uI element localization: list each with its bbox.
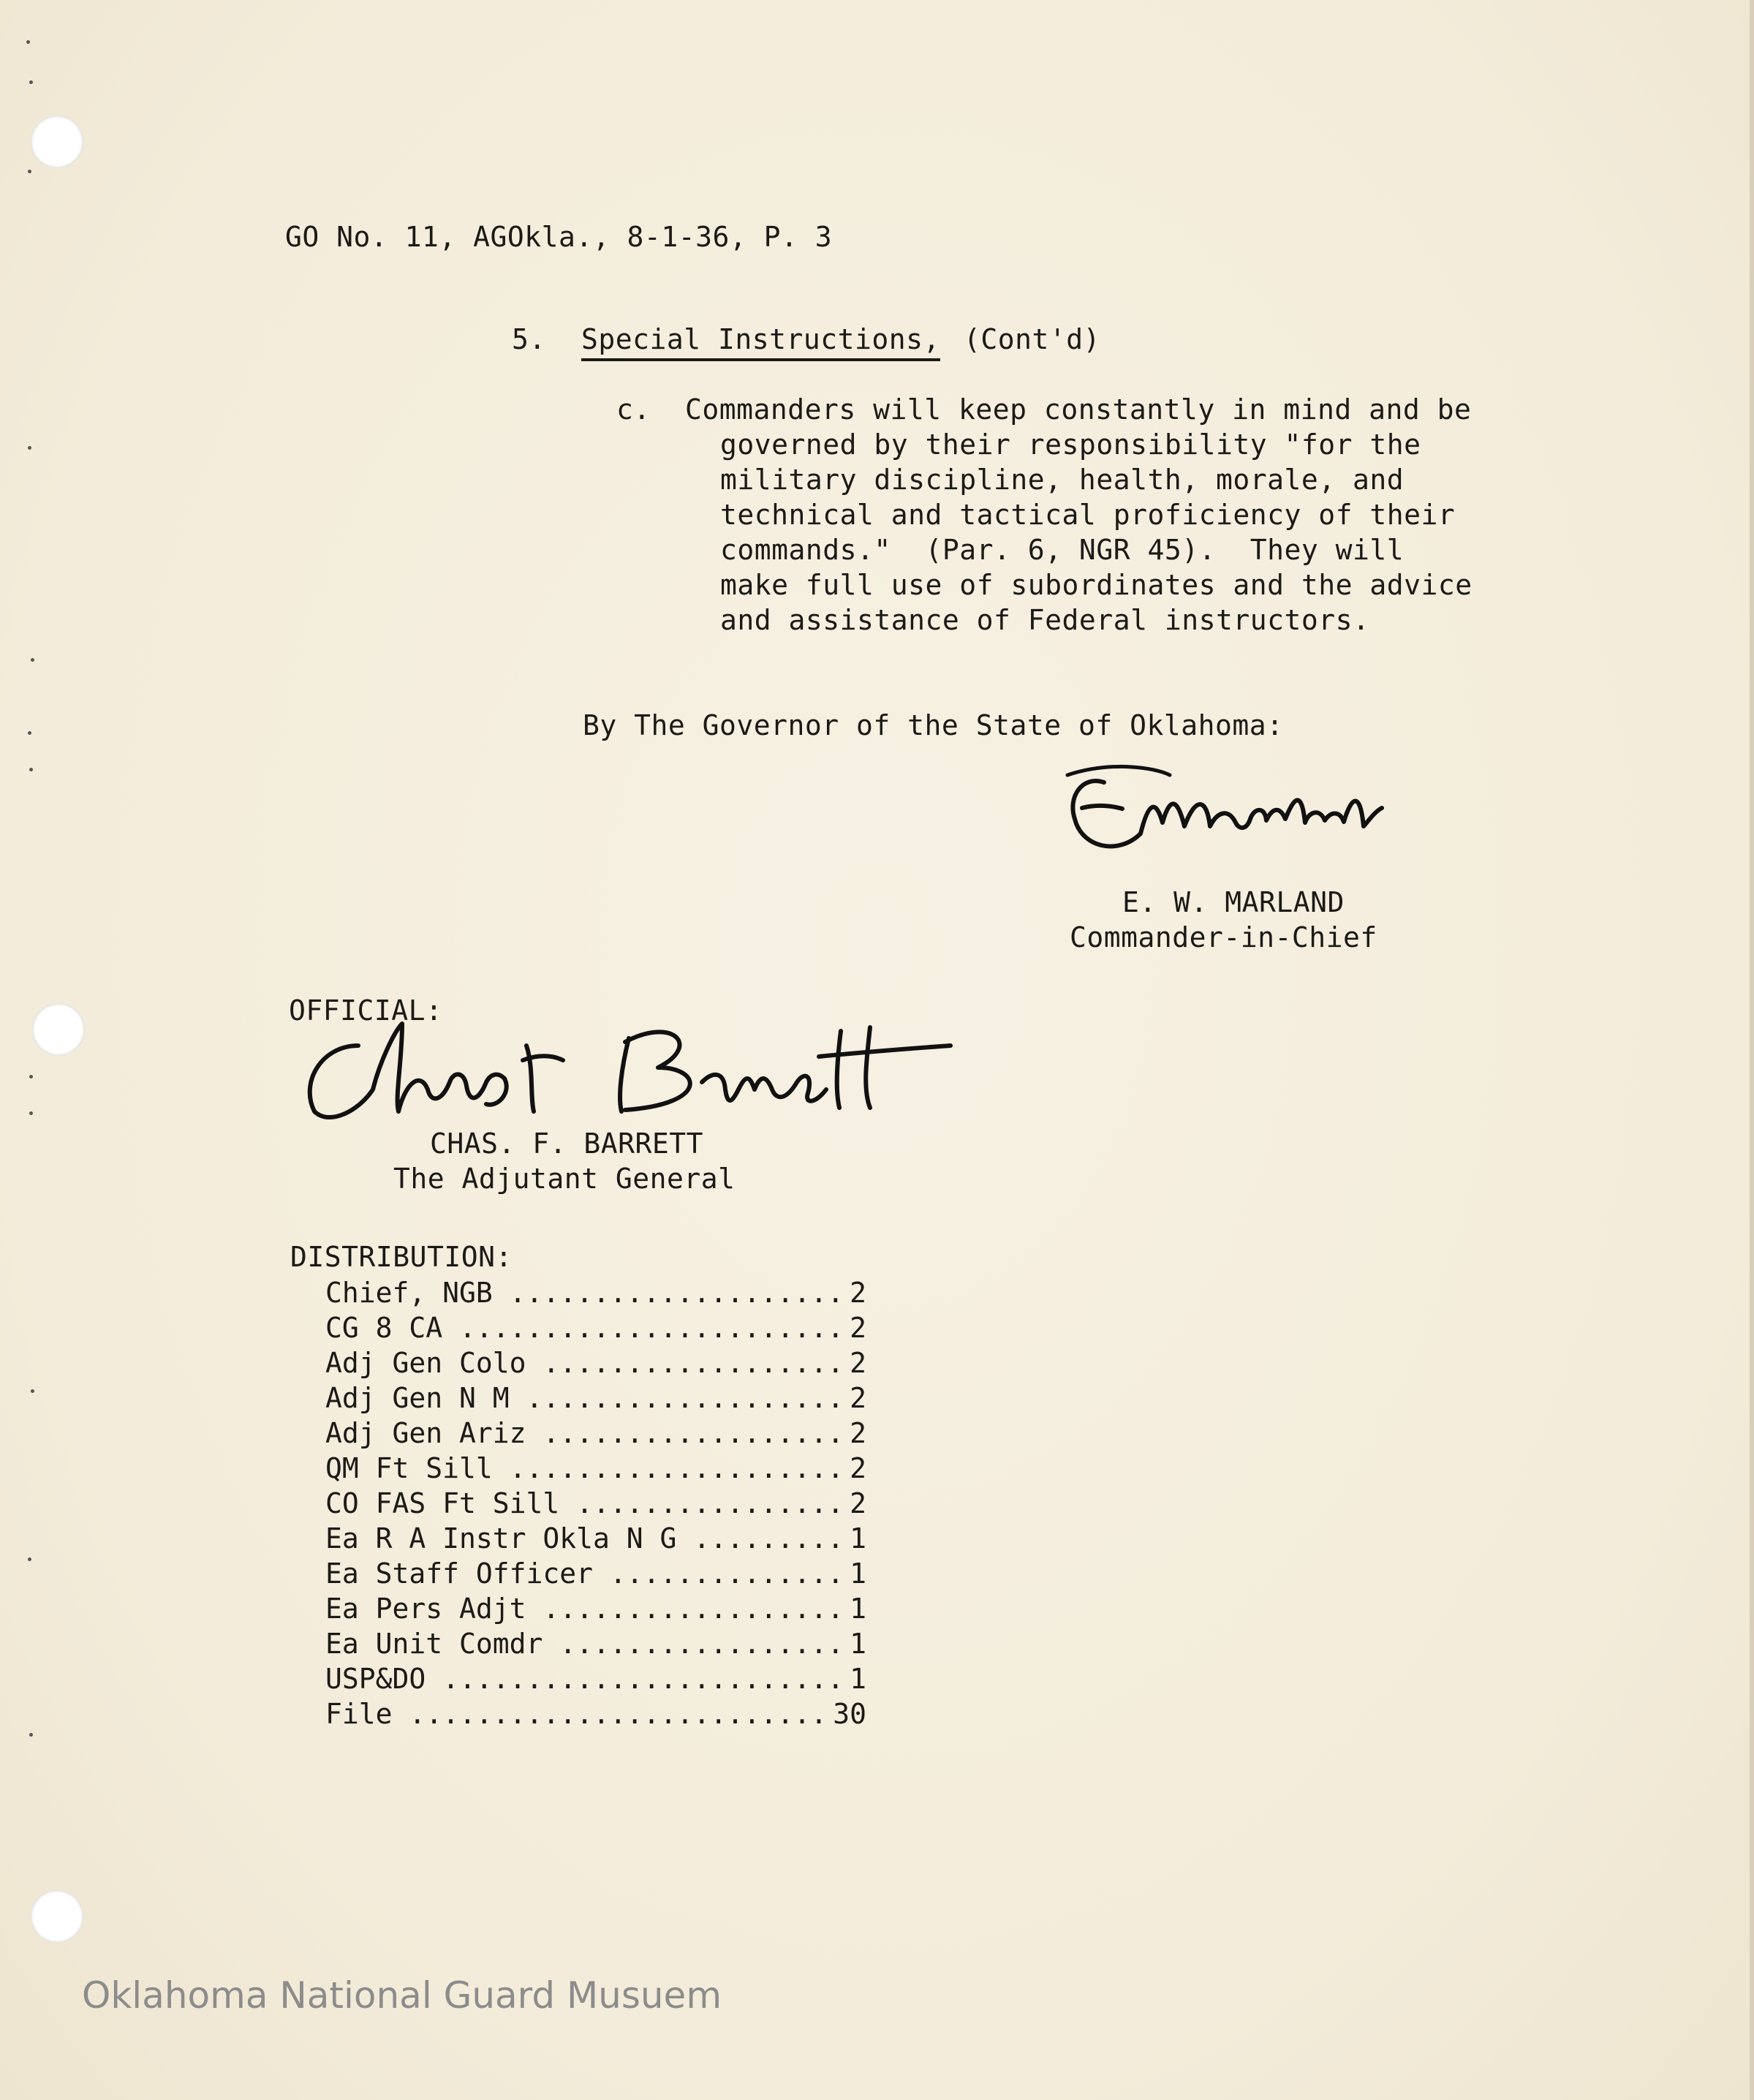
punch-hole-middle (32, 1003, 85, 1056)
adjutant-title: The Adjutant General (393, 1163, 736, 1195)
distribution-recipient: Ea Pers Adjt (325, 1593, 526, 1625)
punch-hole-top (31, 116, 83, 168)
distribution-row (325, 1486, 866, 1521)
governor-name: E. W. MARLAND (1122, 886, 1345, 918)
distribution-recipient: File (325, 1698, 393, 1730)
dot-leader: ................... (509, 1382, 844, 1414)
distribution-qty: 1 (850, 1628, 866, 1660)
distribution-label: DISTRIBUTION: (290, 1241, 513, 1273)
distribution-recipient: Chief, NGB (325, 1277, 493, 1309)
distribution-row (325, 1310, 866, 1345)
dot-leader: .................... (492, 1452, 844, 1484)
distribution-qty: 1 (850, 1663, 866, 1695)
dot-leader: ......... (676, 1522, 844, 1555)
governor-signature (1053, 753, 1477, 870)
dot-leader: ......................... (392, 1698, 828, 1730)
paragraph-line: Commanders will keep constantly in mind and be (685, 393, 1472, 426)
distribution-row (325, 1556, 866, 1591)
distribution-row (325, 1591, 866, 1626)
paragraph-line: commands." (Par. 6, NGR 45). They will (720, 534, 1405, 566)
distribution-qty: 2 (850, 1277, 866, 1309)
paragraph-line: technical and tactical proficiency of their (720, 499, 1456, 531)
dot-leader: .................. (526, 1417, 844, 1449)
distribution-recipient: CG 8 CA (325, 1312, 443, 1344)
distribution-qty: 2 (850, 1452, 866, 1484)
distribution-qty: 1 (850, 1557, 866, 1590)
distribution-recipient: Ea Staff Officer (325, 1557, 594, 1590)
distribution-row (325, 1696, 866, 1731)
distribution-qty: 2 (850, 1382, 866, 1414)
dot-leader: ........................ (426, 1663, 844, 1695)
distribution-recipient: Adj Gen Ariz (325, 1417, 526, 1449)
dot-leader: .................. (526, 1347, 844, 1379)
distribution-qty: 2 (850, 1312, 866, 1344)
distribution-row (325, 1381, 866, 1416)
paragraph-line: governed by their responsibility "for the (720, 428, 1421, 461)
distribution-row (325, 1451, 866, 1486)
section-number: 5. (512, 323, 546, 355)
dot-leader: .................. (526, 1593, 844, 1625)
distribution-row (325, 1345, 866, 1381)
dot-leader: .............. (593, 1557, 844, 1590)
paragraph-line: and assistance of Federal instructors. (720, 604, 1370, 636)
adjutant-name: CHAS. F. BARRETT (430, 1128, 704, 1160)
paper-edge (1750, 0, 1754, 2100)
dot-leader: ................. (543, 1628, 844, 1660)
section-suffix: (Cont'd) (964, 323, 1101, 355)
distribution-recipient: USP&DO (325, 1663, 426, 1695)
distribution-qty: 1 (850, 1593, 866, 1625)
paragraph-line: make full use of subordinates and the advice (720, 569, 1473, 601)
punch-hole-bottom (31, 1890, 83, 1943)
distribution-recipient: QM Ft Sill (325, 1452, 493, 1484)
document-reference: GO No. 11, AGOkla., 8-1-36, P. 3 (285, 221, 833, 253)
distribution-recipient: Ea R A Instr Okla N G (325, 1522, 677, 1555)
distribution-row (325, 1521, 866, 1556)
distribution-qty: 2 (850, 1347, 866, 1379)
dot-leader: .................... (492, 1277, 844, 1309)
distribution-row (325, 1416, 866, 1451)
dot-leader: ................ (559, 1487, 844, 1519)
distribution-recipient: Adj Gen Colo (325, 1347, 526, 1379)
dot-leader: ....................... (442, 1312, 844, 1344)
official-label: OFFICIAL: (289, 994, 443, 1027)
authority-line: By The Governor of the State of Oklahoma: (583, 709, 1284, 741)
distribution-row (325, 1661, 866, 1696)
paragraph-line: military discipline, health, morale, and (720, 464, 1405, 496)
distribution-qty: 2 (850, 1487, 866, 1519)
adjutant-signature (292, 1002, 965, 1141)
section-title: Special Instructions, (581, 322, 940, 361)
distribution-qty: 30 (833, 1698, 866, 1730)
paragraph-label: c. (616, 393, 651, 426)
distribution-recipient: Adj Gen N M (325, 1382, 510, 1414)
distribution-recipient: Ea Unit Comdr (325, 1628, 543, 1660)
distribution-row (325, 1275, 866, 1310)
distribution-qty: 2 (850, 1417, 866, 1449)
governor-title: Commander-in-Chief (1070, 921, 1377, 953)
distribution-recipient: CO FAS Ft Sill (325, 1487, 560, 1519)
distribution-row (325, 1626, 866, 1661)
distribution-qty: 1 (850, 1522, 866, 1555)
museum-watermark: Oklahoma National Guard Musuem (82, 1974, 722, 2017)
